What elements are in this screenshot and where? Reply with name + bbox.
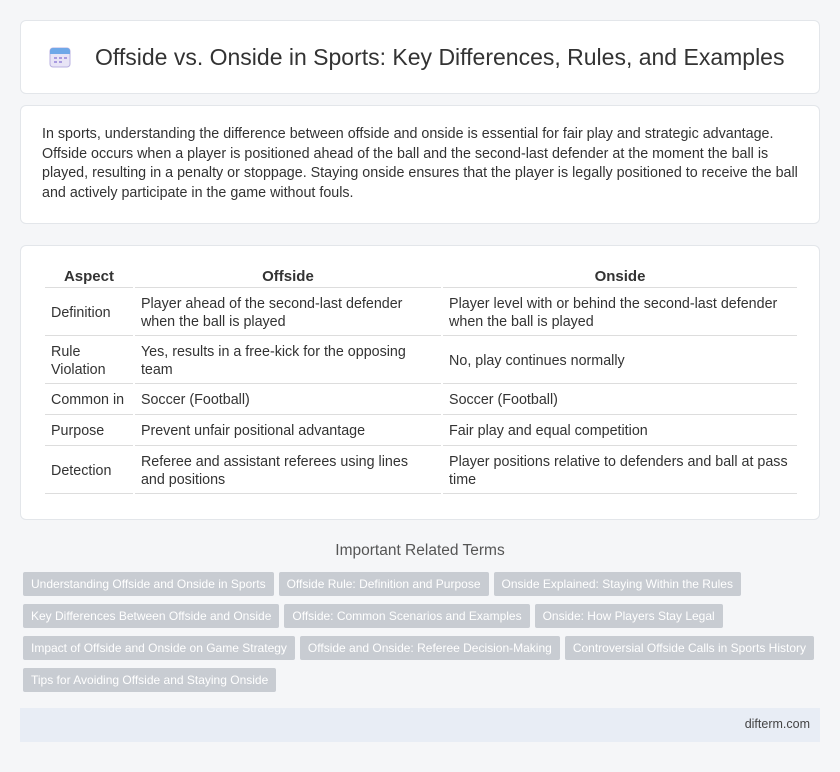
related-terms-title: Important Related Terms [335,542,505,559]
intro-paragraph: In sports, understanding the difference between offside and onside is essential for fair play and strategic advantage. Offside occurs when a player is positioned ahead of the ball and the second-last defender at the moment the ball is played, resulting in a penalty or stoppage. Staying onside ensures that the player is legally positioned to receive the ball and actively participate in the game without fouls. [42,126,798,201]
row-offside: Soccer (Football) [135,386,441,415]
related-tag[interactable]: Offside and Onside: Referee Decision-Making [300,636,560,660]
row-aspect: Purpose [45,417,133,446]
row-aspect: Definition [45,290,133,336]
intro-card [20,105,820,224]
header-onside: Onside [443,266,797,288]
row-onside: Fair play and equal competition [443,417,797,446]
table-row [45,386,797,415]
table-row [45,417,797,446]
title-card [20,20,820,94]
related-tag[interactable]: Tips for Avoiding Offside and Staying Onside [23,668,276,692]
row-onside: Soccer (Football) [443,386,797,415]
related-tags [23,572,823,700]
related-tag[interactable]: Onside: How Players Stay Legal [535,604,723,628]
row-onside: Player level with or behind the second-last defender when the ball is played [443,290,797,336]
related-tag[interactable]: Key Differences Between Offside and Onside [23,604,279,628]
table-row [45,338,797,384]
row-aspect: Common in [45,386,133,415]
comparison-table [43,264,799,496]
footer [20,708,820,742]
page-title: Offside vs. Onside in Sports: Key Differences, Rules, and Examples [95,43,785,70]
row-offside: Player ahead of the second-last defender when the ball is played [135,290,441,336]
comparison-card [20,245,820,520]
related-tag[interactable]: Controversial Offside Calls in Sports History [565,636,814,660]
row-offside: Referee and assistant referees using lines and positions [135,448,441,494]
table-row [45,290,797,336]
header-aspect: Aspect [45,266,133,288]
footer-brand[interactable]: difterm.com [744,717,810,731]
table-row [45,448,797,494]
related-tag[interactable]: Offside: Common Scenarios and Examples [284,604,529,628]
row-offside: Yes, results in a free-kick for the opposing team [135,338,441,384]
row-aspect: Detection [45,448,133,494]
table-header-row [45,266,797,288]
related-tag[interactable]: Offside Rule: Definition and Purpose [279,572,489,596]
calendar-icon [48,45,72,69]
row-offside: Prevent unfair positional advantage [135,417,441,446]
row-aspect: Rule Violation [45,338,133,384]
related-tag[interactable]: Impact of Offside and Onside on Game Strategy [23,636,295,660]
row-onside: Player positions relative to defenders and ball at pass time [443,448,797,494]
header-offside: Offside [135,266,441,288]
related-tag[interactable]: Understanding Offside and Onside in Sports [23,572,274,596]
related-tag[interactable]: Onside Explained: Staying Within the Rules [494,572,741,596]
row-onside: No, play continues normally [443,338,797,384]
